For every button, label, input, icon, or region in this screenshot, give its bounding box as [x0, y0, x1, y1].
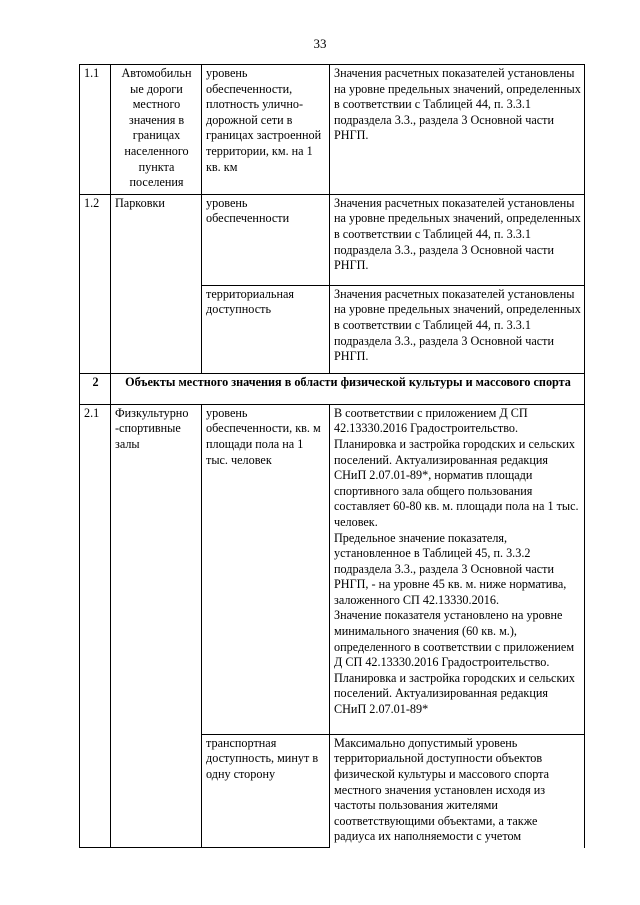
- indicator-value: Значения расчетных показателей установлены на уровне предельных значений, определенных в соответствии с Таблицей 44, п. 3.3.1 подраздела 3.3., раздела 3 Основной части РНГП.: [330, 194, 585, 285]
- table-row: [80, 404, 585, 734]
- row-number: 1.1: [80, 65, 111, 195]
- object-name: Парковки: [111, 194, 202, 373]
- norms-table: [79, 64, 585, 848]
- indicator: транспортная доступность, минут в одну сторону: [202, 734, 330, 848]
- value-paragraph: Значение показателя установлено на уровне минимального значения (60 кв. м.), определенного в соответствии с приложением Д СП 42.13330.2016 Градостроительство. Планировка и застройка городских и сельских поселений. Актуализированная редакция СНиП 2.07.01-89*: [334, 608, 575, 717]
- table-row: [80, 194, 585, 285]
- indicator: уровень обеспеченности: [202, 194, 330, 285]
- object-name: Физкультурно -спортивные залы: [111, 404, 202, 848]
- page-number: 33: [313, 36, 327, 51]
- section-row: [80, 373, 585, 404]
- table-row: [80, 65, 585, 195]
- section-number: 2: [80, 373, 111, 404]
- value-paragraph: В соответствии с приложением Д СП 42.13330.2016 Градостроительство. Планировка и застройка городских и сельских поселений. Актуализированная редакция СНиП 2.07.01-89*, норматив площади спортивного зала общего пользования составляет 60-80 кв. м. площади пола на 1 тыс. человек.: [334, 405, 579, 529]
- indicator: уровень обеспеченности, кв. м площади пола на 1 тыс. человек: [202, 404, 330, 734]
- section-title: Объекты местного значения в области физической культуры и массового спорта: [111, 373, 585, 404]
- indicator-value: Значения расчетных показателей установлены на уровне предельных значений, определенных в соответствии с Таблицей 44, п. 3.3.1 подраздела 3.3., раздела 3 Основной части РНГП.: [330, 285, 585, 373]
- indicator-value: Максимально допустимый уровень территориальной доступности объектов физической культуры и массового спорта местного значения установлен исходя из частоты пользования жителями соответствующими объектами, а также радиуса их наполняемости с учетом: [330, 734, 585, 848]
- indicator-value: [330, 404, 585, 734]
- indicator: территориальная доступность: [202, 285, 330, 373]
- indicator-value: Значения расчетных показателей установлены на уровне предельных значений, определенных в соответствии с Таблицей 44, п. 3.3.1 подраздела 3.3., раздела 3 Основной части РНГП.: [330, 65, 585, 195]
- object-name: Автомобильн ые дороги местного значения в границах населенного пункта поселения: [111, 65, 202, 195]
- row-number: 1.2: [80, 194, 111, 373]
- row-number: 2.1: [80, 404, 111, 848]
- value-paragraph: Предельное значение показателя, установленное в Таблицей 45, п. 3.3.2 подраздела 3.3., раздела 3 Основной части РНГП, - на уровне 45 кв. м. ниже норматива, заложенного СП 42.13330.2016.: [334, 530, 567, 607]
- indicator: уровень обеспеченности, плотность улично-дорожной сети в границах застроенной территории, км. на 1 кв. км: [202, 65, 330, 195]
